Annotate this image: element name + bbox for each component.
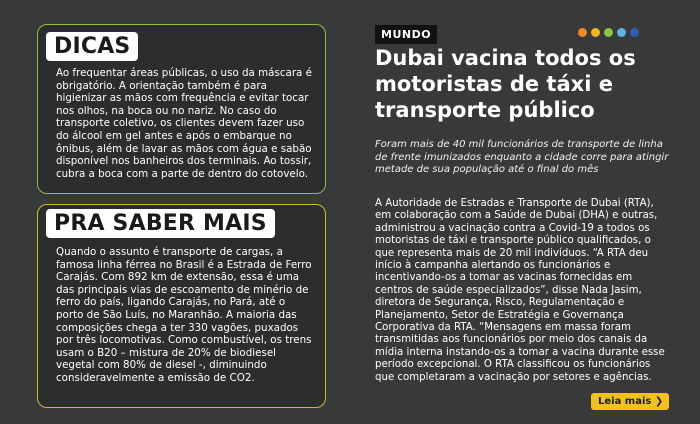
saber-title: PRA SABER MAIS [46,209,275,238]
dot-orange [578,28,587,37]
article-lede: Foram mais de 40 mil funcionários de transporte de linha de frente imunizados enquanto a cidade corre para atingir metade de sua população até o final do mês [375,139,669,176]
read-more-label: Leia mais [598,396,652,407]
dicas-text: Ao frequentar áreas públicas, o uso da máscara é obrigatório. A orientação também é para higienizar as mãos com frequência e evitar tocar nos olhos, na boca ou no nariz. No caso do transporte coletivo, os clientes devem fazer uso do álcool em gel antes e após o embarque no ônibus, além de lavar as mãos com água e sabão disponível nos banheiros dos terminais. Ao tossir, cubra a boca com a parte de dentro do cotovelo. [56,67,312,180]
dicas-title: DICAS [46,32,138,61]
article-body: A Autoridade de Estradas e Transporte de Dubai (RTA), em colaboração com a Saúde de Dubai (DHA) e outras, administrou a vacinação contra a Covid-19 a todos os motoristas de táxi e transporte público qualificados, o que representa mais de 20 mil indivíduos. “A RTA deu início à campanha alertando os funcionários e incentivando-os a tomar as vacinas fornecidas em centros de saúde especializados”, disse Nada Jasim, diretora de Segurança, Risco, Regulamentação e Planejamento, Setor de Estratégia e Governança Corporativa da RTA. “Mensagens em massa foram transmitidas aos funcionários por meio dos canais da mídia interna instando-os a tomar a vacina durante esse período excepcional. O RTA classificou os funcionários que completaram a vacinação por setores e agências. [375,198,665,383]
read-more-button[interactable] [591,393,669,410]
dot-light-blue [617,28,626,37]
color-dots [578,28,639,37]
dot-green [604,28,613,37]
saber-text: Quando o assunto é transporte de cargas, a famosa linha férrea no Brasil é a Estrada de Ferro Carajás. Com 892 km de extensão, essa é uma das principais vias de escoamento de minério de ferro do país, ligando Carajás, no Pará, até o porto de São Luís, no Maranhão. A maioria das composições chega a ter 330 vagões, puxados por três locomotivas. Como combustível, os trens usam o B20 – mistura de 20% de biodiesel vegetal com 80% de diesel -, diminuindo consideravelmente a emissão de CO2. [56,246,312,384]
dot-blue [630,28,639,37]
dot-yellow [591,28,600,37]
category-badge: MUNDO [375,25,437,44]
chevron-right-icon: ❯ [654,396,664,407]
article-headline: Dubai vacina todos os motoristas de táxi e transporte público [375,46,636,122]
